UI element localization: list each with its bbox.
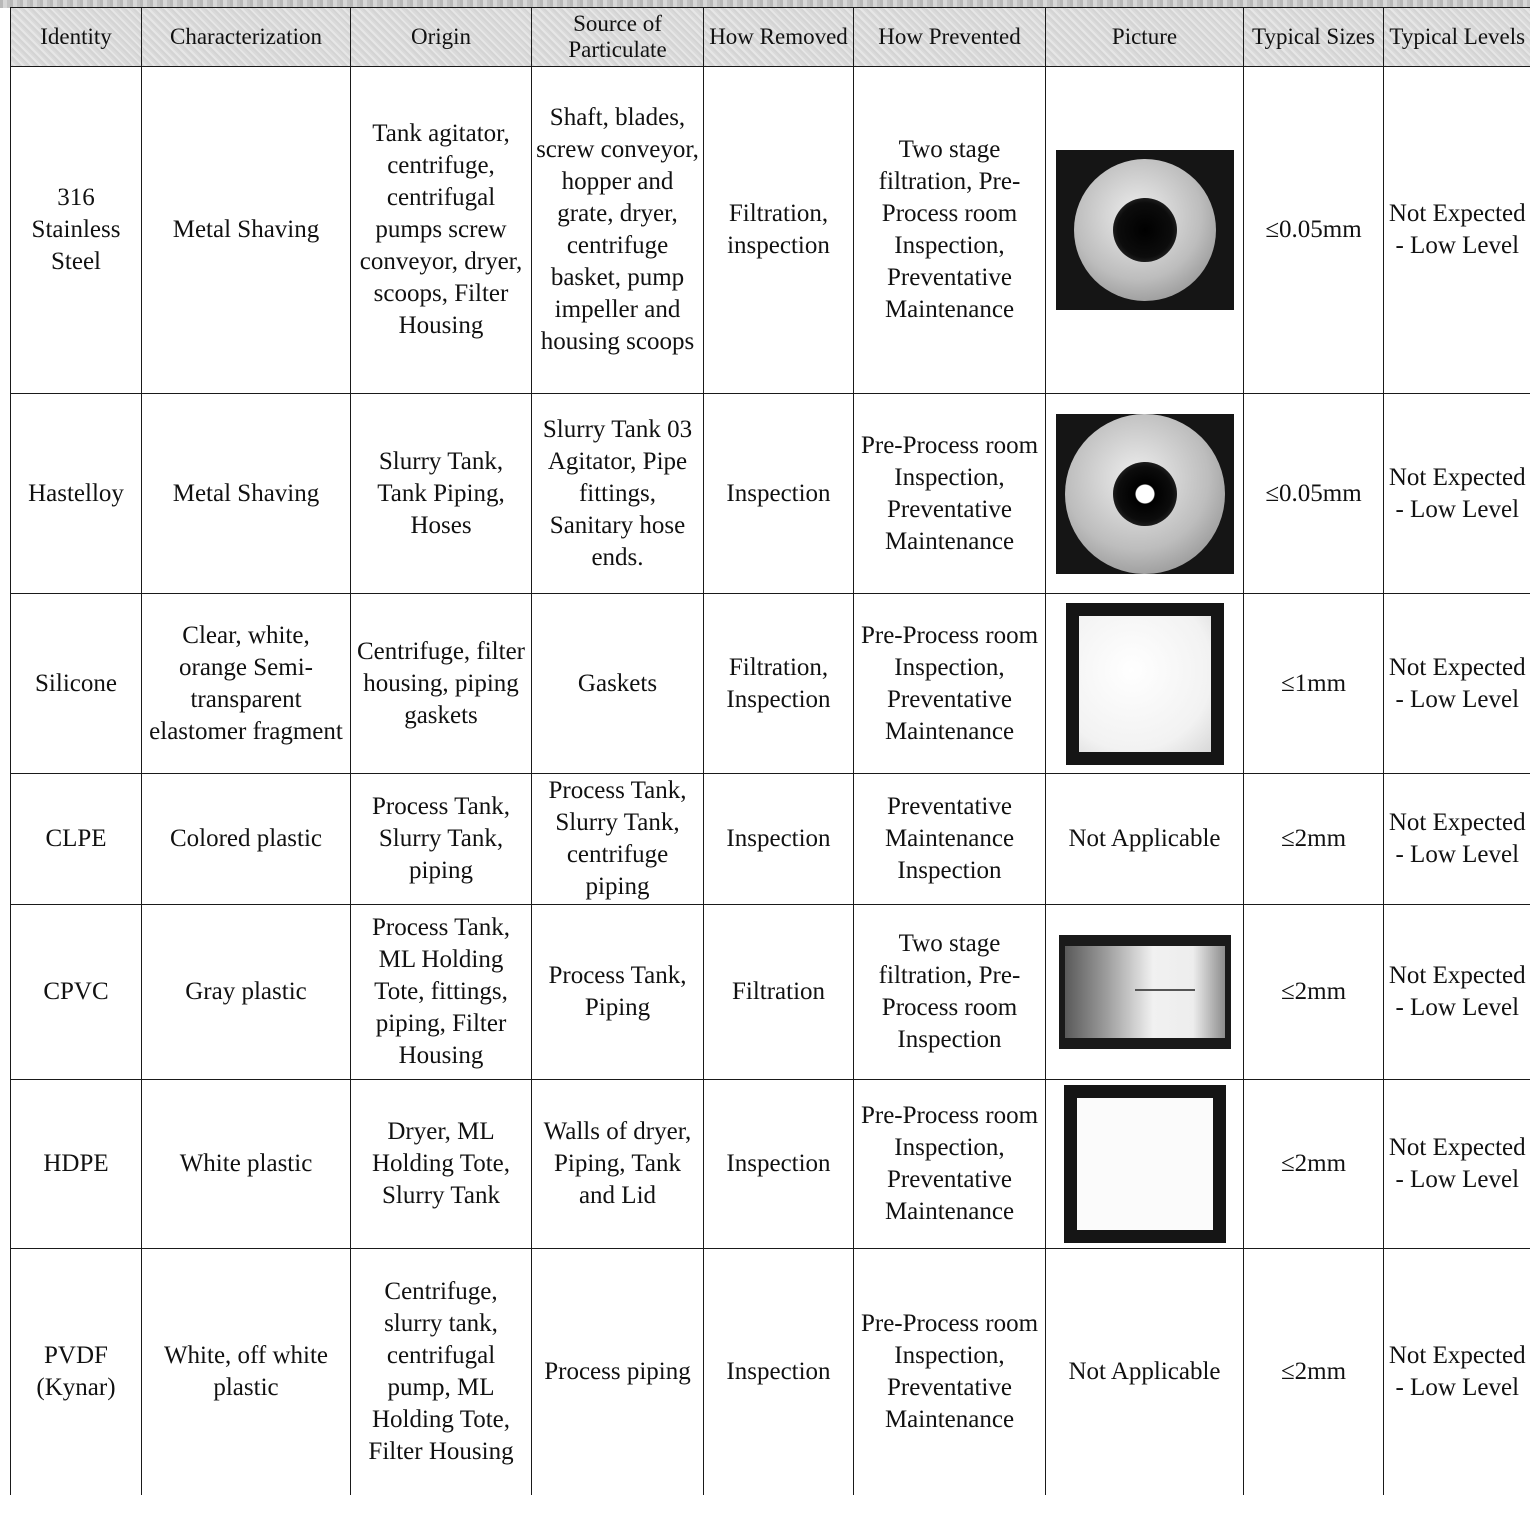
typical-levels-cell: Not Expected - Low Level (1384, 1249, 1530, 1495)
identity-cell: 316 Stainless Steel (11, 67, 142, 394)
origin-cell: Dryer, ML Holding Tote, Slurry Tank (351, 1080, 532, 1249)
header-identity: Identity (11, 8, 142, 67)
origin-cell: Centrifuge, slurry tank, centrifugal pump, ML Holding Tote, Filter Housing (351, 1249, 532, 1495)
silicone-fragment (1079, 616, 1211, 752)
picture-cell: Not Applicable (1046, 1249, 1244, 1495)
characterization-cell: White plastic (142, 1080, 351, 1249)
how-prevented-cell: Pre-Process room Inspection, Preventative Maintenance (854, 1080, 1046, 1249)
hdpe-sample-photo (1064, 1085, 1226, 1243)
table-row (11, 394, 1530, 594)
washer-disk (1074, 159, 1216, 301)
header-origin: Origin (351, 8, 532, 67)
cpvc-sample-photo (1059, 935, 1231, 1049)
picture-cell (1046, 67, 1244, 394)
typical-levels-cell: Not Expected - Low Level (1384, 905, 1530, 1080)
how-removed-cell: Filtration (704, 905, 854, 1080)
characterization-cell: Metal Shaving (142, 67, 351, 394)
source-cell: Walls of dryer, Piping, Tank and Lid (532, 1080, 704, 1249)
identity-cell: Silicone (11, 594, 142, 774)
picture-cell (1046, 905, 1244, 1080)
header-picture: Picture (1046, 8, 1244, 67)
particulate-table (10, 7, 1530, 1495)
picture-cell (1046, 394, 1244, 594)
table-row (11, 774, 1530, 905)
origin-cell: Process Tank, ML Holding Tote, fittings, piping, Filter Housing (351, 905, 532, 1080)
how-prevented-cell: Pre-Process room Inspection, Preventative Maintenance (854, 1249, 1046, 1495)
typical-levels-cell: Not Expected - Low Level (1384, 774, 1530, 905)
identity-cell: PVDF (Kynar) (11, 1249, 142, 1495)
how-removed-cell: Filtration, inspection (704, 67, 854, 394)
source-cell: Shaft, blades, screw conveyor, hopper and grate, dryer, centrifuge basket, pump impeller and housing scoops (532, 67, 704, 394)
origin-cell: Tank agitator, centrifuge, centrifugal pumps screw conveyor, dryer, scoops, Filter Housing (351, 67, 532, 394)
how-prevented-cell: Pre-Process room Inspection, Preventative Maintenance (854, 594, 1046, 774)
how-removed-cell: Inspection (704, 1249, 854, 1495)
source-cell: Slurry Tank 03 Agitator, Pipe fittings, Sanitary hose ends. (532, 394, 704, 594)
how-removed-cell: Inspection (704, 394, 854, 594)
identity-cell: CPVC (11, 905, 142, 1080)
washer-hole (1113, 462, 1177, 526)
typical-levels-cell: Not Expected - Low Level (1384, 594, 1530, 774)
how-removed-cell: Inspection (704, 1080, 854, 1249)
how-removed-cell: Inspection (704, 774, 854, 905)
picture-cell (1046, 594, 1244, 774)
how-prevented-cell: Two stage filtration, Pre-Process room Inspection, Preventative Maintenance (854, 67, 1046, 394)
source-cell: Process Tank, Piping (532, 905, 704, 1080)
table-row (11, 905, 1530, 1080)
characterization-cell: Colored plastic (142, 774, 351, 905)
header-how-removed: How Removed (704, 8, 854, 67)
typical-sizes-cell: ≤0.05mm (1244, 394, 1384, 594)
washer-disk (1065, 414, 1225, 574)
how-removed-cell: Filtration, Inspection (704, 594, 854, 774)
header-typical-sizes: Typical Sizes (1244, 8, 1384, 67)
washer-hole (1113, 198, 1177, 262)
typical-sizes-cell: ≤2mm (1244, 774, 1384, 905)
header-characterization: Characterization (142, 8, 351, 67)
header-typical-levels: Typical Levels (1384, 8, 1530, 67)
how-prevented-cell: Preventative Maintenance Inspection (854, 774, 1046, 905)
table-row (11, 67, 1530, 394)
header-how-prevented: How Prevented (854, 8, 1046, 67)
origin-cell: Slurry Tank, Tank Piping, Hoses (351, 394, 532, 594)
identity-cell: CLPE (11, 774, 142, 905)
table-row (11, 1080, 1530, 1249)
how-prevented-cell: Two stage filtration, Pre-Process room Inspection (854, 905, 1046, 1080)
header-row (11, 8, 1530, 67)
silicone-sample-photo (1066, 603, 1224, 765)
origin-cell: Process Tank, Slurry Tank, piping (351, 774, 532, 905)
typical-sizes-cell: ≤1mm (1244, 594, 1384, 774)
picture-cell: Not Applicable (1046, 774, 1244, 905)
typical-levels-cell: Not Expected - Low Level (1384, 1080, 1530, 1249)
typical-sizes-cell: ≤2mm (1244, 1080, 1384, 1249)
characterization-cell: White, off white plastic (142, 1249, 351, 1495)
characterization-cell: Metal Shaving (142, 394, 351, 594)
typical-levels-cell: Not Expected - Low Level (1384, 394, 1530, 594)
characterization-cell: Gray plastic (142, 905, 351, 1080)
source-cell: Process Tank, Slurry Tank, centrifuge piping (532, 774, 704, 905)
source-cell: Process piping (532, 1249, 704, 1495)
cpvc-fragment (1065, 946, 1225, 1038)
identity-cell: HDPE (11, 1080, 142, 1249)
characterization-cell: Clear, white, orange Semi-transparent elastomer fragment (142, 594, 351, 774)
picture-cell (1046, 1080, 1244, 1249)
typical-sizes-cell: ≤2mm (1244, 905, 1384, 1080)
origin-cell: Centrifuge, filter housing, piping gaskets (351, 594, 532, 774)
table-row (11, 594, 1530, 774)
table-row (11, 1249, 1530, 1495)
typical-sizes-cell: ≤0.05mm (1244, 67, 1384, 394)
typical-levels-cell: Not Expected - Low Level (1384, 67, 1530, 394)
how-prevented-cell: Pre-Process room Inspection, Preventative Maintenance (854, 394, 1046, 594)
stainless-steel-sample-photo (1056, 150, 1234, 310)
hastelloy-sample-photo (1056, 414, 1234, 574)
hdpe-fragment (1077, 1098, 1213, 1230)
header-source: Source of Particulate (532, 8, 704, 67)
typical-sizes-cell: ≤2mm (1244, 1249, 1384, 1495)
identity-cell: Hastelloy (11, 394, 142, 594)
source-cell: Gaskets (532, 594, 704, 774)
